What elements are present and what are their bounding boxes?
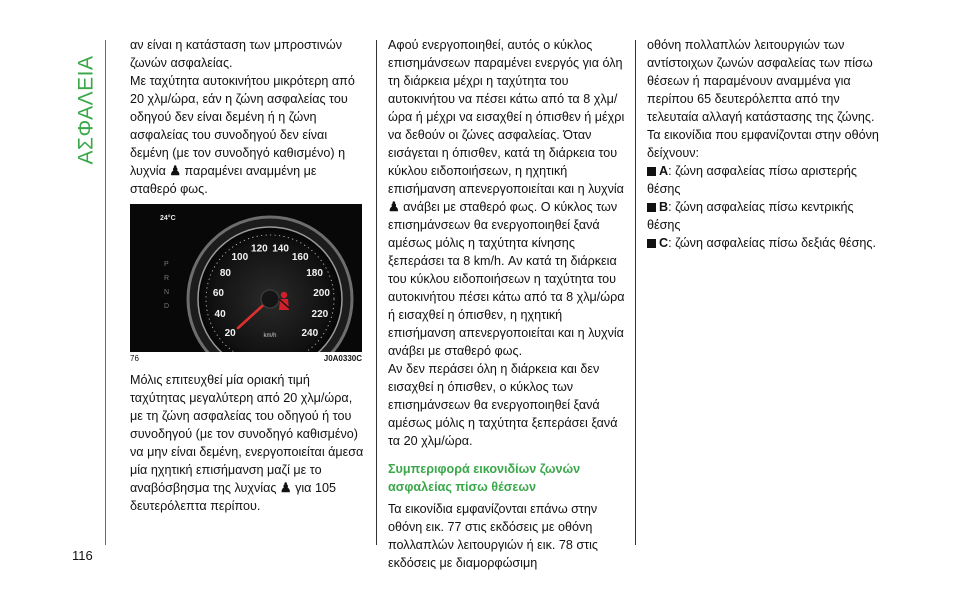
figure-number: 76	[130, 354, 139, 363]
section-heading: Συμπεριφορά εικονιδίων ζωνών ασφαλείας πίσω θέσεων	[388, 462, 581, 494]
speed-tick-label: 220	[311, 309, 329, 321]
temperature-readout: 24°C	[160, 215, 176, 222]
speed-tick-label: 100	[231, 252, 249, 264]
square-bullet-icon	[647, 239, 656, 248]
paragraph: οθόνη πολλαπλών λειτουργιών των αντίστοιχων ζωνών ασφαλείας των πίσω θέσεων ή παραμένουν αναμμένα για περίπου 65 δευτερόλεπτα από την τελευταία αλλαγή κατάστασης της ζώνης.	[647, 38, 875, 124]
section-title: ΑΣΦΑΛΕΙΑ	[75, 55, 98, 165]
speed-tick-label: 60	[212, 287, 224, 299]
gear-indicator: D	[164, 303, 170, 310]
figure-caption	[130, 353, 362, 365]
column-divider-2	[635, 40, 636, 545]
seatbelt-warning-icon: ♟	[169, 163, 182, 178]
instrument-cluster-image	[130, 204, 362, 352]
figure-code: J0A0330C	[323, 354, 362, 363]
speed-tick-label: 40	[214, 309, 226, 321]
paragraph: Μόλις επιτευχθεί μία οριακή τιμή ταχύτητας μεγαλύτερη από 20 χλμ/ώρα, με τη ζώνη ασφαλείας του οδηγού ή του συνοδηγού (με τον συνοδηγό καθισμένο) να μην είναι δεμένη, ενεργοποιείται άμεσα μία ηχητική επισήμανση μαζί με το αναβόσβησμα της λυχνίας ♟ για 105 δευτερόλεπτα περίπου.	[130, 373, 364, 513]
speed-tick-label: 80	[219, 267, 231, 279]
square-bullet-icon	[647, 203, 656, 212]
speed-tick-label: 200	[313, 287, 330, 299]
speedometer-illustration	[130, 204, 362, 352]
speed-tick-label: 180	[306, 267, 323, 279]
text-column-1	[130, 36, 366, 515]
speed-tick-label: 120	[251, 243, 268, 255]
speed-tick-label: 240	[301, 327, 319, 339]
page-number: 116	[72, 548, 93, 563]
paragraph: Αν δεν περάσει όλη η διάρκεια και δεν εισαχθεί η όπισθεν, ο κύκλος των επισημάνσεων θα ενεργοποιηθεί ξανά αμέσως μόλις η ταχύτητα ξεπεράσει ξανά τα 20 χλμ/ώρα.	[388, 362, 618, 448]
speed-tick-label: 140	[272, 243, 289, 255]
column-divider-1	[376, 40, 377, 545]
gear-indicator: P	[164, 261, 169, 268]
paragraph: αν είναι η κατάσταση των μπροστινών ζωνών ασφαλείας.	[130, 38, 343, 70]
paragraph: Αφού ενεργοποιηθεί, αυτός ο κύκλος επισημάνσεων παραμένει ενεργός για όλη τη διάρκεια μέχρι η ταχύτητα του αυτοκινήτου να πέσει κάτω από τα 8 χλμ/ώρα ή μέχρι να εισαχθεί η όπισθεν ή μέχρι να δεθούν οι ζώνες ασφαλείας. Όταν εισάγεται η όπισθεν, κατά τη διάρκεια του κύκλου ειδοποιήσεων, η ηχητική επισήμανση απενεργοποιείται και η λυχνία ♟ ανάβει με σταθερό φως. Ο κύκλος των επισημάνσεων θα ενεργοποιηθεί ξανά αμέσως μόλις η ταχύτητα κίνησης ξεπεράσει τα 8 km/h. Αν κατά τη διάρκεια του κύκλου ειδοποιήσεων η ταχύτητα του αυτοκινήτου πέσει κάτω από τα 8 χλμ/ώρα ή εισαχθεί η όπισθεν, η ηχητική επισήμανση απενεργοποιείται και η λυχνία ανάβει με σταθερό φως.	[388, 38, 625, 358]
speed-unit: km/h	[263, 333, 277, 339]
speed-tick-label: 20	[224, 327, 236, 339]
seatbelt-warning-icon: ♟	[279, 480, 292, 495]
text-column-3	[647, 36, 887, 252]
paragraph: Τα εικονίδια που εμφανίζονται στην οθόνη δείχνουν:	[647, 128, 879, 160]
seatbelt-warning-icon: ♟	[388, 199, 400, 214]
speed-tick-label: 160	[291, 252, 309, 264]
square-bullet-icon	[647, 167, 656, 176]
list-item: B: ζώνη ασφαλείας πίσω κεντρικής θέσης	[647, 200, 854, 232]
text-column-2	[388, 36, 628, 572]
paragraph: Τα εικονίδια εμφανίζονται επάνω στην οθόνη εικ. 77 στις εκδόσεις με οθόνη πολλαπλών λειτουργιών ή εικ. 78 στις εκδόσεις με διαμορφώσιμη	[388, 502, 598, 570]
gear-indicator: R	[164, 275, 170, 282]
gear-indicator: N	[164, 289, 170, 296]
section-rule	[105, 40, 106, 545]
list-item: C: ζώνη ασφαλείας πίσω δεξιάς θέσης.	[647, 234, 887, 252]
paragraph: Με ταχύτητα αυτοκινήτου μικρότερη από 20 χλμ/ώρα, εάν η ζώνη ασφαλείας του οδηγού δεν είναι δεμένη ή η ζώνη ασφαλείας του συνοδηγού δεν είναι δεμένη (με τον συνοδηγό καθισμένο) η λυχνία ♟ παραμένει αναμμένη με σταθερό φως.	[130, 74, 355, 196]
list-item: A: ζώνη ασφαλείας πίσω αριστερής θέσης	[647, 164, 857, 196]
